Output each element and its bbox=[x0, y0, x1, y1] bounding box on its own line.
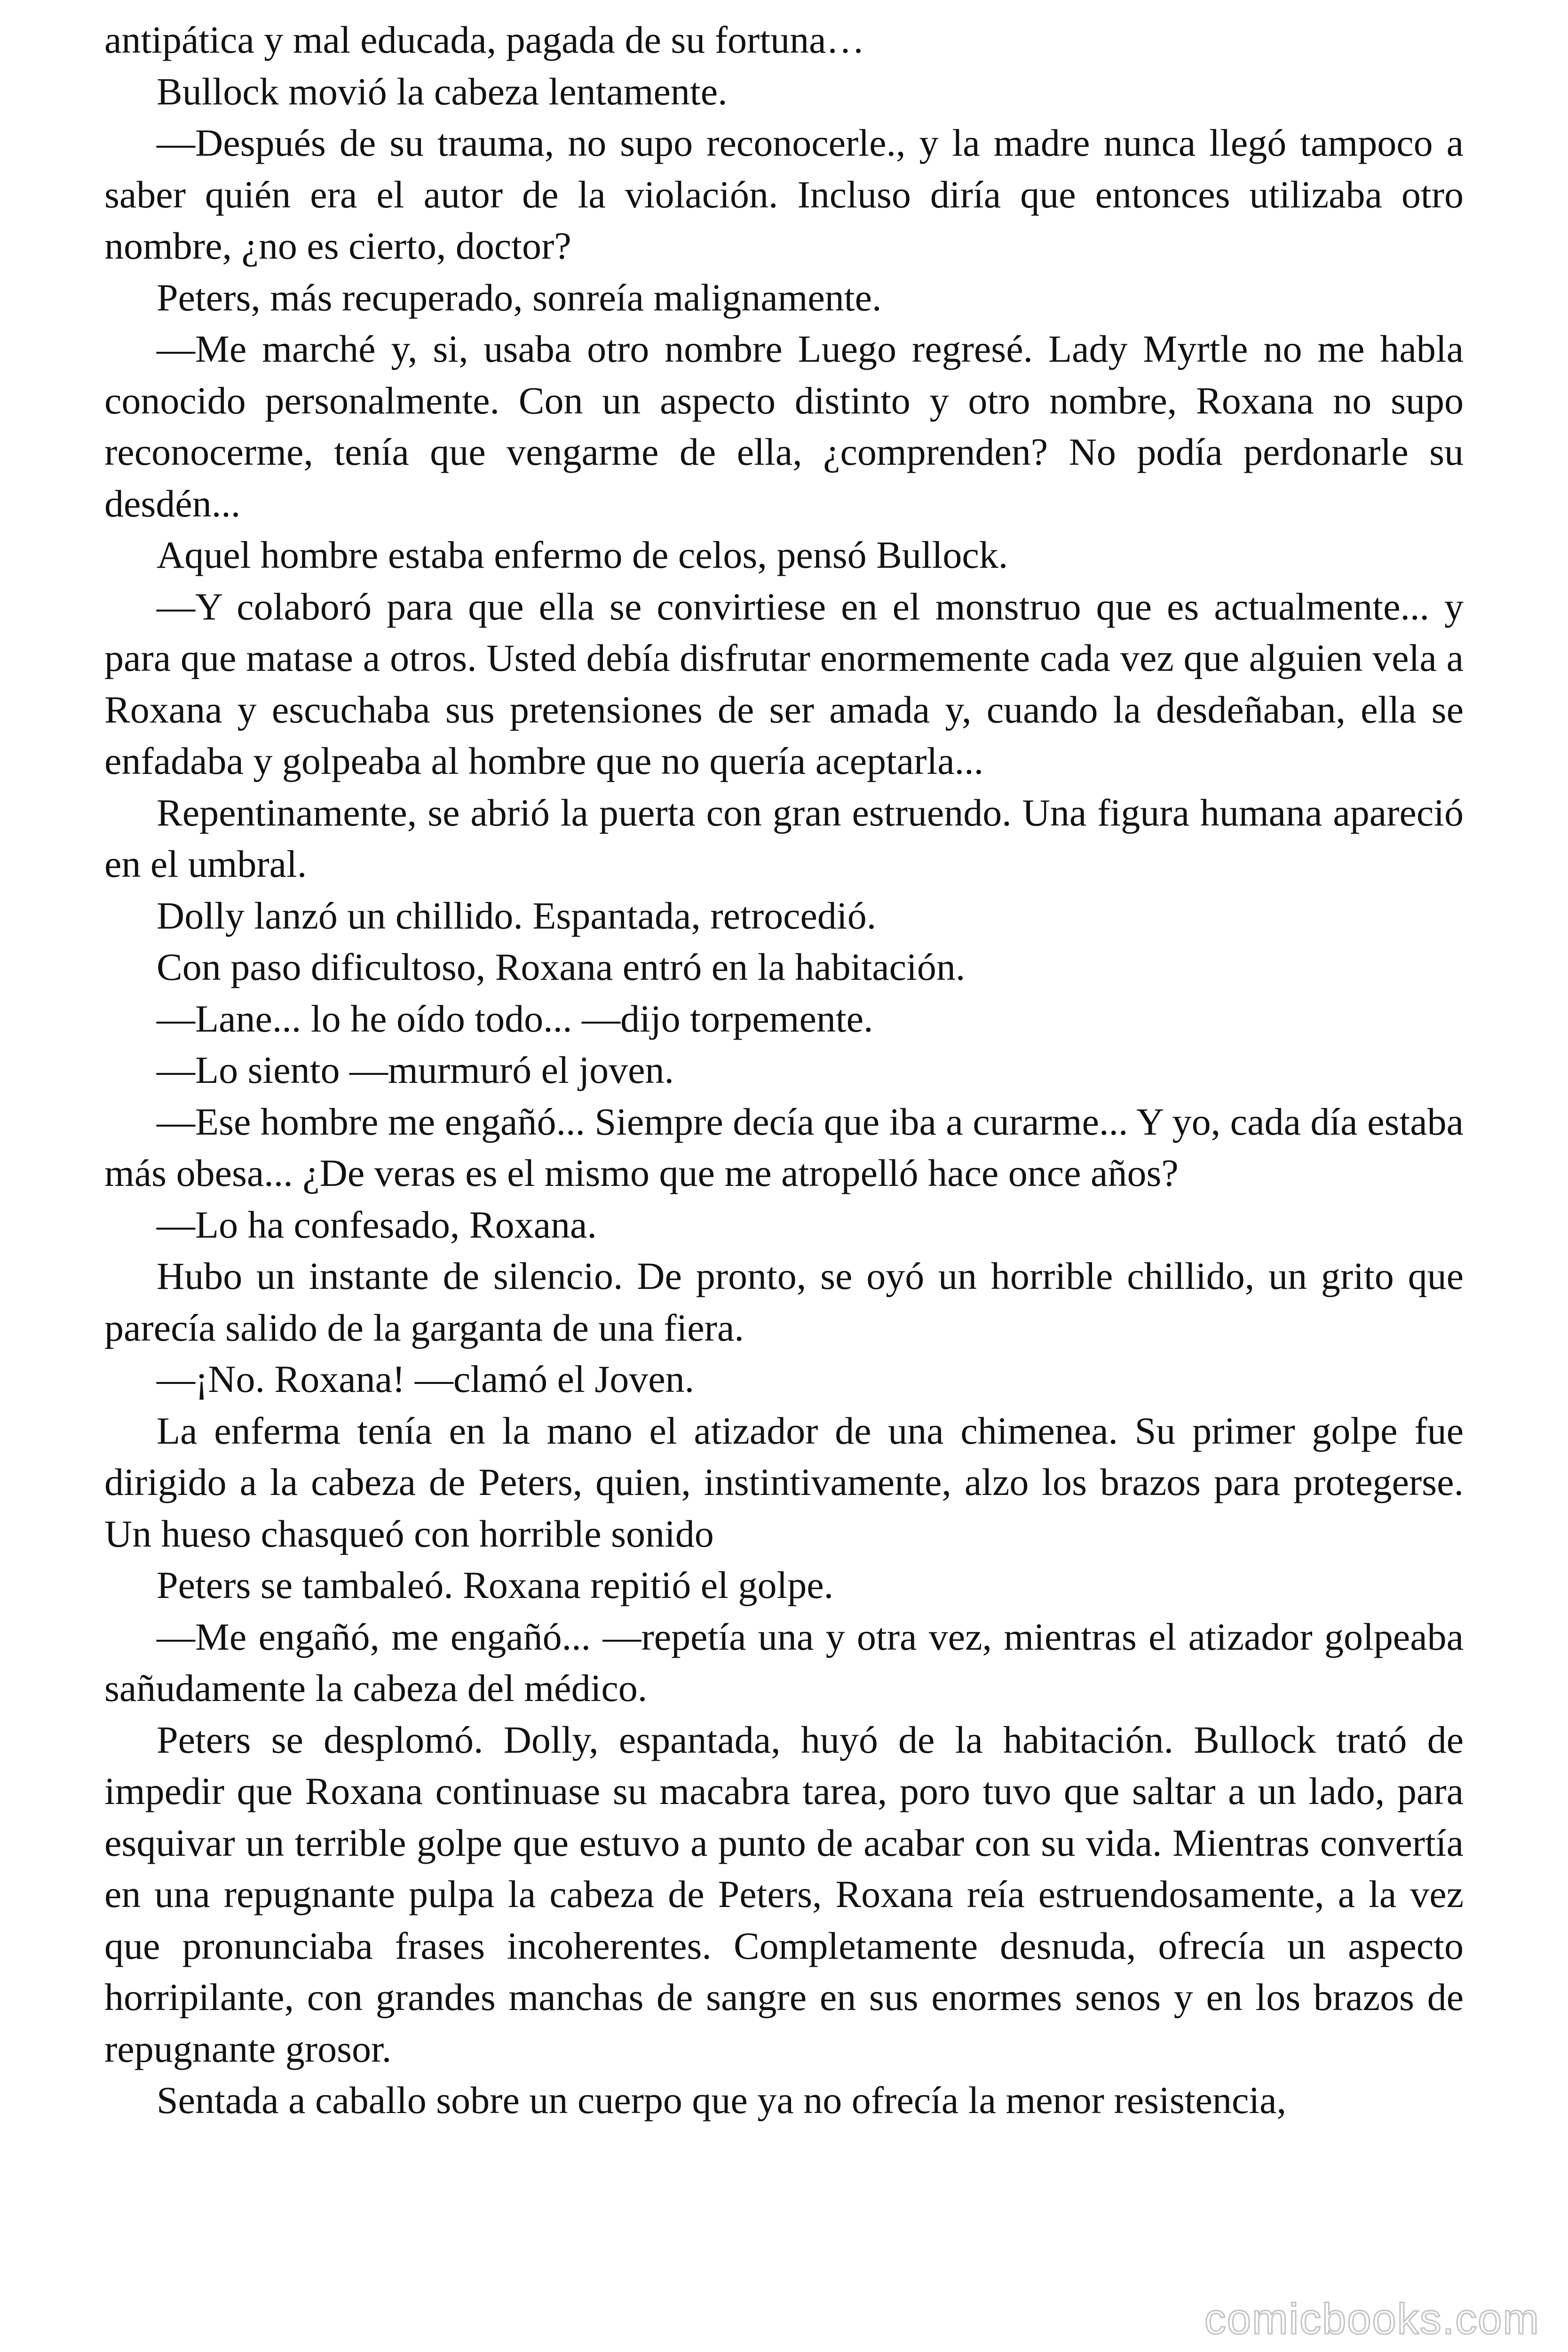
paragraph-6: Aquel hombre estaba enfermo de celos, pensó Bullock. bbox=[157, 533, 1008, 576]
paragraph-15: Hubo un instante de silencio. De pronto, se oyó un horrible chillido, un grito que parecía salido de la garganta de una fiera. bbox=[104, 1255, 1464, 1349]
book-page bbox=[104, 14, 1464, 2126]
paragraph-11: —Lane... lo he oído todo... —dijo torpemente. bbox=[157, 997, 873, 1040]
paragraph-16: —¡No. Roxana! —clamó el Joven. bbox=[157, 1358, 695, 1400]
paragraph-2: Bullock movió la cabeza lentamente. bbox=[157, 70, 728, 113]
paragraph-8: Repentinamente, se abrió la puerta con gran estruendo. Una figura humana apareció en el umbral. bbox=[104, 791, 1464, 885]
paragraph-17: La enferma tenía en la mano el atizador de una chimenea. Su primer golpe fue dirigido a la cabeza de Peters, quien, instintivamente, alzo los brazos para protegerse. Un hueso chasqueó con horrible sonido bbox=[104, 1409, 1464, 1555]
paragraph-18: Peters se tambaleó. Roxana repitió el golpe. bbox=[157, 1564, 834, 1606]
paragraph-19: —Me engañó, me engañó... —repetía una y otra vez, mientras el atizador golpeaba sañudamente la cabeza del médico. bbox=[104, 1615, 1464, 1709]
paragraph-9: Dolly lanzó un chillido. Espantada, retrocedió. bbox=[157, 894, 877, 937]
paragraph-3: —Después de su trauma, no supo reconocerle., y la madre nunca llegó tampoco a saber quién era el autor de la violación. Incluso diría que entonces utilizaba otro nombre, ¿no es cierto, doctor? bbox=[104, 121, 1464, 267]
paragraph-13: —Ese hombre me engañó... Siempre decía que iba a curarme... Y yo, cada día estaba más obesa... ¿De veras es el mismo que me atropelló hace once años? bbox=[104, 1100, 1464, 1194]
paragraph-12: —Lo siento —murmuró el joven. bbox=[157, 1049, 674, 1091]
paragraph-14: —Lo ha confesado, Roxana. bbox=[157, 1203, 597, 1246]
paragraph-1: antipática y mal educada, pagada de su fortuna… bbox=[104, 18, 865, 61]
paragraph-5: —Me marché y, si, usaba otro nombre Luego regresé. Lady Myrtle no me habla conocido personalmente. Con un aspecto distinto y otro nombre, Roxana no supo reconocerme, tenía que vengarme de ella, ¿comprenden? No podía perdonarle su desdén... bbox=[104, 327, 1464, 525]
paragraph-10: Con paso dificultoso, Roxana entró en la habitación. bbox=[157, 946, 966, 988]
paragraph-4: Peters, más recuperado, sonreía malignamente. bbox=[157, 276, 882, 319]
watermark: comicbooks.com bbox=[1204, 2295, 1540, 2343]
paragraph-7: —Y colaboró para que ella se convirtiese en el monstruo que es actualmente... y para que matase a otros. Usted debía disfrutar enormemente cada vez que alguien vela a Roxana y escuchaba sus pretensiones de ser amada y, cuando la desdeñaban, ella se enfadaba y golpeaba al hombre que no quería aceptarla... bbox=[104, 585, 1464, 782]
paragraph-20: Peters se desplomó. Dolly, espantada, huyó de la habitación. Bullock trató de impedir que Roxana continuase su macabra tarea, poro tuvo que saltar a un lado, para esquivar un terrible golpe que estuvo a punto de acabar con su vida. Mientras convertía en una repugnante pulpa la cabeza de Peters, Roxana reía estruendosamente, a la vez que pronunciaba frases incoherentes. Completamente desnuda, ofrecía un aspecto horripilante, con grandes manchas de sangre en sus enormes senos y en los brazos de repugnante grosor. bbox=[104, 1718, 1464, 2070]
paragraph-21: Sentada a caballo sobre un cuerpo que ya no ofrecía la menor resistencia, bbox=[157, 2079, 1287, 2122]
